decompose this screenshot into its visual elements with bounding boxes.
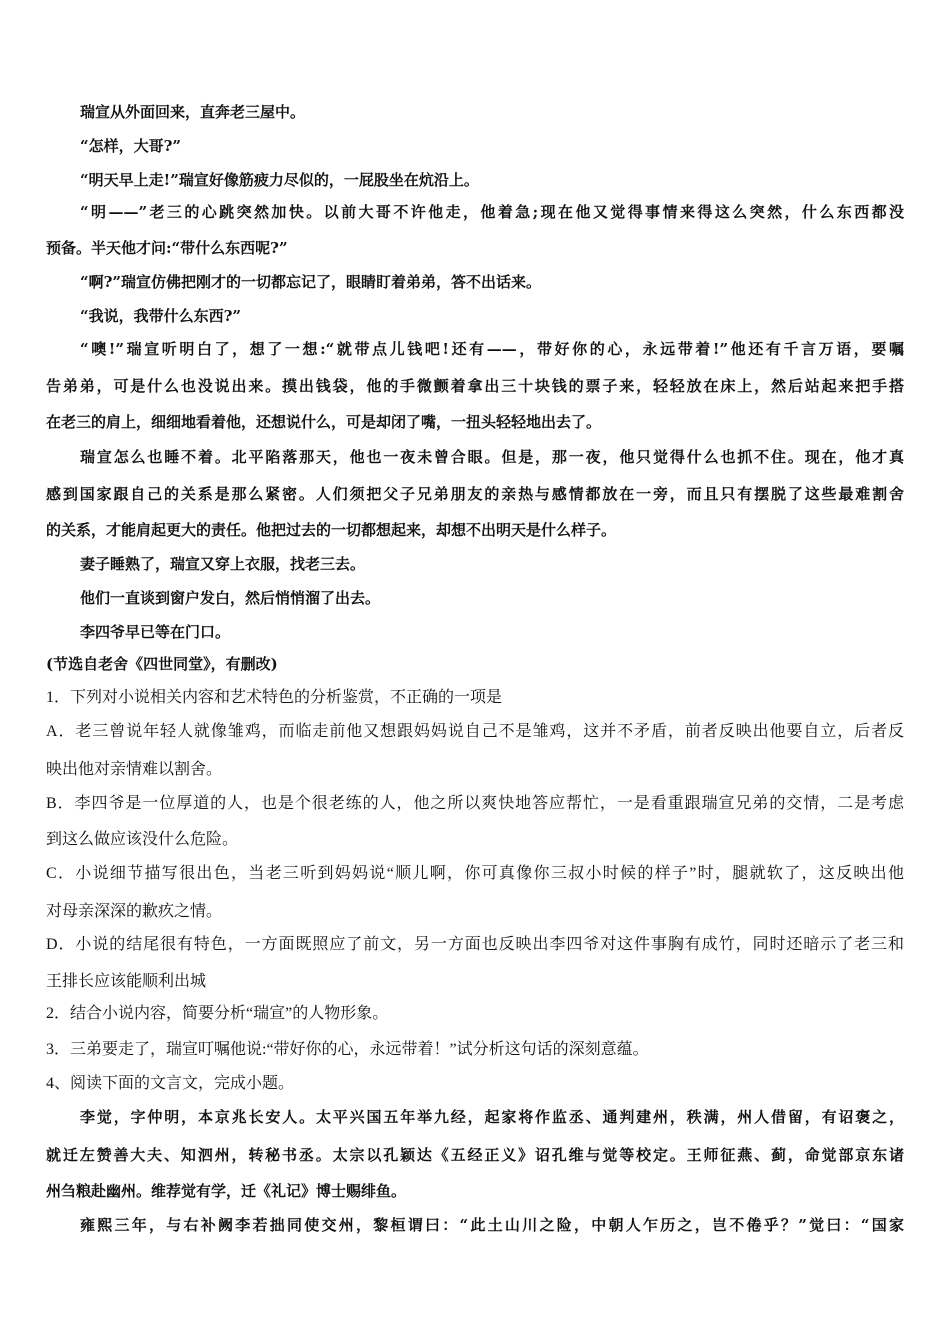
novel-line: “明天早上走!”瑞宣好像筋疲力尽似的，一屁股坐在炕沿上。 (80, 171, 479, 189)
question-2: 2．结合小说内容，简要分析“瑞宣”的人物形象。 (46, 1005, 389, 1022)
novel-line: 他们一直谈到窗户发白，然后悄悄溜了出去。 (80, 589, 381, 607)
novel-line: 告弟弟，可是什么也没说出来。摸出钱袋，他的手微颤着拿出三十块钱的票子来，轻轻放在床上，然后站起来把手搭 (46, 377, 904, 395)
question-4: 4、阅读下面的文言文，完成小题。 (46, 1075, 295, 1092)
source-citation: (节选自老舍《四世同堂》，有删改) (46, 655, 278, 673)
novel-line: 预备。半天他才问:“带什么东西呢?” (46, 239, 288, 257)
novel-line: 感到国家跟自己的关系是那么紧密。人们须把父子兄弟朋友的亲热与感情都放在一旁，而且只有摆脱了这些最难割舍 (46, 485, 904, 503)
novel-line: “我说，我带什么东西?” (80, 307, 242, 325)
option-b-cont: 到这么做应该没什么危险。 (46, 831, 239, 848)
option-b: B．李四爷是一位厚道的人，也是个很老练的人，他之所以爽快地答应帮忙，一是看重跟瑞宣兄弟的交情，二是考虑 (46, 795, 904, 812)
option-a: A．老三曾说年轻人就像雏鸡，而临走前他又想跟妈妈说自己不是雏鸡，这并不矛盾，前者反映出他要自立，后者反 (46, 723, 904, 740)
novel-line: “明——”老三的心跳突然加快。以前大哥不许他走，他着急;现在他又觉得事情来得这么突然，什么东西都没 (80, 203, 904, 221)
option-c: C．小说细节描写很出色，当老三听到妈妈说“顺儿啊，你可真像你三叔小时候的样子”时，腿就软了，这反映出他 (46, 865, 904, 882)
option-d: D．小说的结尾很有特色，一方面既照应了前文，另一方面也反映出李四爷对这件事胸有成竹，同时还暗示了老三和 (46, 936, 904, 953)
classical-line: 就迁左赞善大夫、知泗州，转秘书丞。太宗以孔颖达《五经正义》诏孔维与觉等校定。王师征燕、蓟，命觉部京东诸 (46, 1146, 904, 1164)
option-d-cont: 王排长应该能顺利出城 (46, 973, 207, 990)
classical-line: 雍熙三年，与右补阙李若拙同使交州，黎桓谓曰：“此土山川之险，中朝人乍历之，岂不倦乎？”觉曰：“国家 (80, 1216, 904, 1234)
novel-line: 的关系，才能肩起更大的责任。他把过去的一切都想起来，却想不出明天是什么样子。 (46, 521, 617, 539)
novel-line: 瑞宣从外面回来，直奔老三屋中。 (80, 103, 306, 121)
question-3: 3．三弟要走了，瑞宣叮嘱他说:“带好你的心，永远带着！”试分析这句话的深刻意蕴。 (46, 1041, 649, 1058)
novel-line: 在老三的肩上，细细地看着他，还想说什么，可是却闭了嘴，一扭头轻轻地出去了。 (46, 413, 602, 431)
novel-line: “怎样，大哥?” (80, 137, 182, 155)
novel-line: 李四爷早已等在门口。 (80, 623, 231, 641)
novel-line: “啊?”瑞宣仿佛把刚才的一切都忘记了，眼睛盯着弟弟，答不出话来。 (80, 273, 542, 291)
question-1: 1．下列对小说相关内容和艺术特色的分析鉴赏，不正确的一项是 (46, 689, 503, 706)
novel-line: “噢!”瑞宣听明白了，想了一想:“就带点儿钱吧!还有——，带好你的心，永远带着!”他还有千言万语，要嘱 (80, 340, 904, 358)
novel-line: 瑞宣怎么也睡不着。北平陷落那天，他也一夜未曾合眼。但是，那一夜，他只觉得什么也抓不住。现在，他才真 (80, 448, 904, 466)
option-c-cont: 对母亲深深的歉疚之情。 (46, 903, 223, 920)
classical-line: 州刍粮赴幽州。维荐觉有学，迁《礼记》博士赐绯鱼。 (46, 1182, 407, 1200)
novel-line: 妻子睡熟了，瑞宣又穿上衣服，找老三去。 (80, 555, 366, 573)
option-a-cont: 映出他对亲情难以割舍。 (46, 761, 223, 778)
classical-line: 李觉，字仲明，本京兆长安人。太平兴国五年举九经，起家将作监丞、通判建州，秩满，州人借留，有诏褒之， (80, 1108, 904, 1126)
